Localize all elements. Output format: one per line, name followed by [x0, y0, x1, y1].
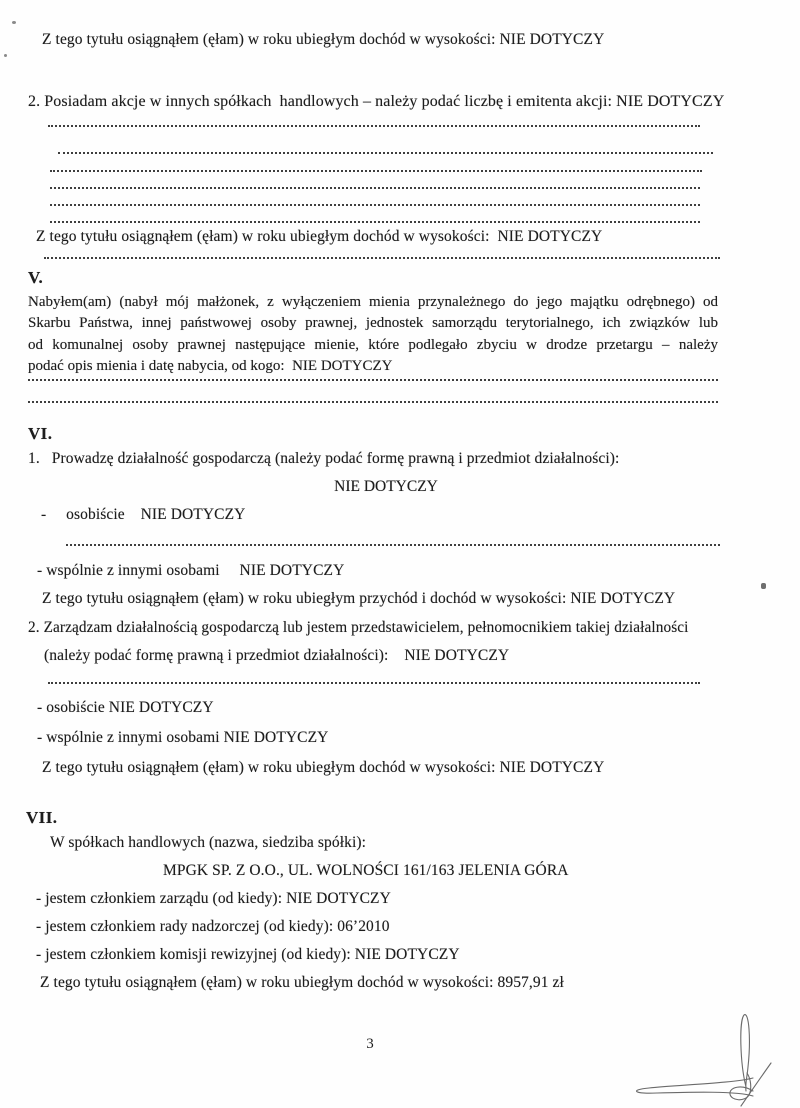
dotted-rule — [44, 257, 720, 259]
vi-personally-2: - osobiście NIE DOTYCZY — [37, 699, 214, 716]
vii-income: Z tego tytułu osiągnąłem (ęłam) w roku ubiegłym dochód w wysokości: 8957,91 zł — [40, 974, 564, 991]
section-v-line-4: podać opis mienia i datę nabycia, od kogo: NIE DOTYCZY — [28, 358, 393, 375]
income-statement-line: Z tego tytułu osiągnąłem (ęłam) w roku ubiegłym dochód w wysokości: NIE DOTYCZY — [42, 31, 605, 48]
vi-income-2: Z tego tytułu osiągnąłem (ęłam) w roku ubiegłym dochód w wysokości: NIE DOTYCZY — [42, 759, 605, 776]
section-v-heading: V. — [28, 268, 44, 287]
vii-supervisory-board-member: - jestem członkiem rady nadzorczej (od kiedy): 06’2010 — [36, 918, 390, 935]
vi-item-2-continuation: (należy podać formę prawną i przedmiot działalności): NIE DOTYCZY — [44, 647, 510, 664]
signature-scribble — [615, 1005, 800, 1108]
scan-speck — [4, 54, 7, 57]
page-number: 3 — [366, 1036, 374, 1052]
vi-item-1-value: NIE DOTYCZY — [334, 478, 438, 495]
vi-jointly-1: - wspólnie z innymi osobami NIE DOTYCZY — [37, 562, 345, 579]
item-shares-other-companies: 2. Posiadam akcje w innych spółkach handlowych – należy podać liczbę i emitenta akcji: NIE DOTYCZY — [28, 93, 725, 110]
dotted-rule — [28, 379, 718, 381]
vii-company-name: MPGK SP. Z O.O., UL. WOLNOŚCI 161/163 JELENIA GÓRA — [163, 862, 569, 879]
dotted-rule — [50, 187, 700, 189]
vi-item-1-business-activity: 1. Prowadzę działalność gospodarczą (należy podać formę prawną i przedmiot działalności): — [28, 450, 620, 467]
vi-income-1: Z tego tytułu osiągnąłem (ęłam) w roku ubiegłym przychód i dochód w wysokości: NIE DOTYCZY — [42, 590, 676, 607]
scan-speck — [761, 583, 766, 589]
income-statement-line-2: Z tego tytułu osiągnąłem (ęłam) w roku ubiegłym dochód w wysokości: NIE DOTYCZY — [36, 228, 603, 245]
vii-intro: W spółkach handlowych (nazwa, siedziba spółki): — [50, 834, 367, 851]
vi-item-2-managing-activity: 2. Zarządzam działalnością gospodarczą lub jestem przedstawicielem, pełnomocnikiem takiej działalności — [28, 619, 689, 636]
section-v-line-3: od komunalnej osoby prawnej następujące mienie, które podlegało zbyciu w drodze przetargu – należy — [28, 336, 718, 353]
section-vii-heading: VII. — [26, 808, 58, 827]
dotted-rule — [48, 125, 700, 127]
vii-board-member: - jestem członkiem zarządu (od kiedy): NIE DOTYCZY — [36, 890, 391, 907]
dotted-rule — [50, 204, 700, 206]
section-v-paragraph — [28, 292, 718, 378]
vi-personally-1: - osobiście NIE DOTYCZY — [41, 506, 246, 523]
dotted-rule — [28, 401, 718, 403]
dotted-rule — [66, 544, 720, 546]
section-v-line-2: Skarbu Państwa, innej państwowej osoby prawnej, jednostek samorządu terytorialnego, ich związków lub — [28, 315, 718, 332]
section-vi-heading: VI. — [28, 424, 53, 443]
vii-audit-committee-member: - jestem członkiem komisji rewizyjnej (od kiedy): NIE DOTYCZY — [36, 946, 460, 963]
vi-jointly-2: - wspólnie z innymi osobami NIE DOTYCZY — [37, 729, 329, 746]
dotted-rule — [58, 152, 713, 154]
scan-speck — [12, 21, 16, 24]
dotted-rule — [50, 170, 702, 172]
dotted-rule — [50, 221, 700, 223]
section-v-line-1: Nabyłem(am) (nabył mój małżonek, z wyłączeniem mienia przynależnego do jego majątku odrębnego) od — [28, 294, 718, 310]
dotted-rule — [48, 682, 700, 684]
